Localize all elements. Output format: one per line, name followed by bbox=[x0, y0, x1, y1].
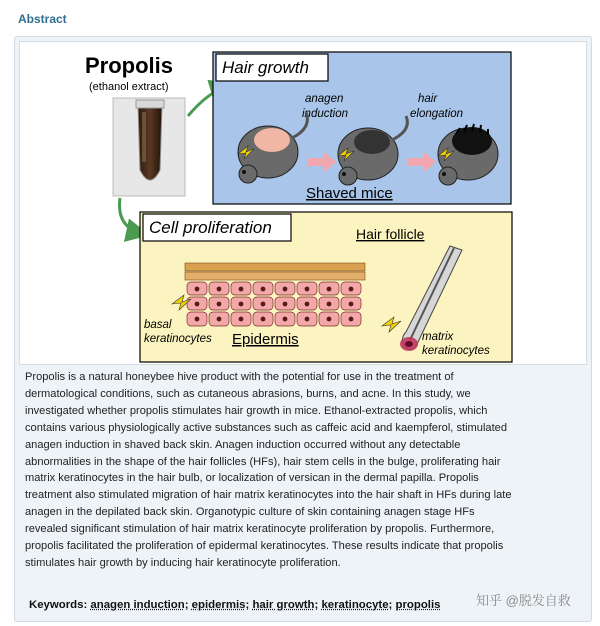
propolis-tube-photo bbox=[113, 98, 185, 196]
abstract-heading: Abstract bbox=[18, 12, 67, 26]
matrix-label-2: keratinocytes bbox=[422, 345, 490, 357]
abstract-body: Propolis is a natural honeybee hive product with the potential for use in the treatment of dermatological conditions, such as cutaneous abrasions, burns, and acne. In this study, we investigated whether propolis stimulates hair growth in mice. Ethanol-extracted propolis, which contains various physiologically active substances such as caffeic acid and kaempferol, stimulated anagen induction in shaved back skin. Anagen induction occurred without any detectable abnormalities in the shape of the hair follicles (HFs), hair stem cells in the bulge, proliferating hair matrix keratinocytes in the hair bulb, or localization of versican in the dermal papilla. Propolis treatment also stimulated migration of hair matrix keratinocytes into the hair shaft in HFs during late anagen in the depilated back skin. Organotypic culture of skin containing anagen stage HFs revealed significant stimulation of hair matrix keratinocyte proliferation by propolis. Furthermore, propolis facilitated the proliferation of epidermal keratinocytes. These results indicate that propolis stimulates hair growth by inducing hair keratinocyte proliferation. bbox=[25, 371, 512, 569]
propolis-title: Propolis bbox=[85, 53, 174, 78]
matrix-label-1: matrix bbox=[422, 331, 454, 343]
propolis-subtitle: (ethanol extract) bbox=[89, 81, 169, 93]
hair-growth-panel bbox=[213, 52, 511, 204]
abstract-panel bbox=[14, 36, 592, 622]
keyword-link[interactable]: anagen induction bbox=[90, 599, 185, 611]
anagen-label-1: anagen bbox=[305, 93, 344, 105]
graphical-abstract-figure bbox=[19, 41, 587, 365]
hair-elongation-label-1: hair bbox=[418, 93, 438, 105]
hair-elongation-label-2: elongation bbox=[410, 108, 464, 120]
keywords-line: Keywords: anagen induction; epidermis; hair growth; keratinocyte; propolis bbox=[29, 599, 441, 611]
keyword-link[interactable]: propolis bbox=[395, 599, 441, 611]
keyword-link[interactable]: hair growth bbox=[252, 599, 315, 611]
keyword-link[interactable]: epidermis bbox=[191, 599, 246, 611]
basal-label-1: basal bbox=[144, 319, 172, 331]
epidermis-label: Epidermis bbox=[232, 331, 299, 348]
watermark: 知乎 @脱发自救 bbox=[476, 593, 571, 608]
keywords-label: Keywords: bbox=[29, 599, 88, 611]
cell-proliferation-panel bbox=[140, 212, 512, 362]
figure-drawing bbox=[20, 42, 586, 364]
hair-follicle-label: Hair follicle bbox=[356, 226, 425, 242]
cell-proliferation-label: Cell proliferation bbox=[149, 218, 272, 237]
basal-label-2: keratinocytes bbox=[144, 333, 212, 345]
shaved-mice-label: Shaved mice bbox=[306, 185, 393, 202]
hair-growth-label: Hair growth bbox=[222, 58, 309, 77]
keyword-link[interactable]: keratinocyte bbox=[321, 599, 389, 611]
anagen-label-2: induction bbox=[302, 108, 349, 120]
